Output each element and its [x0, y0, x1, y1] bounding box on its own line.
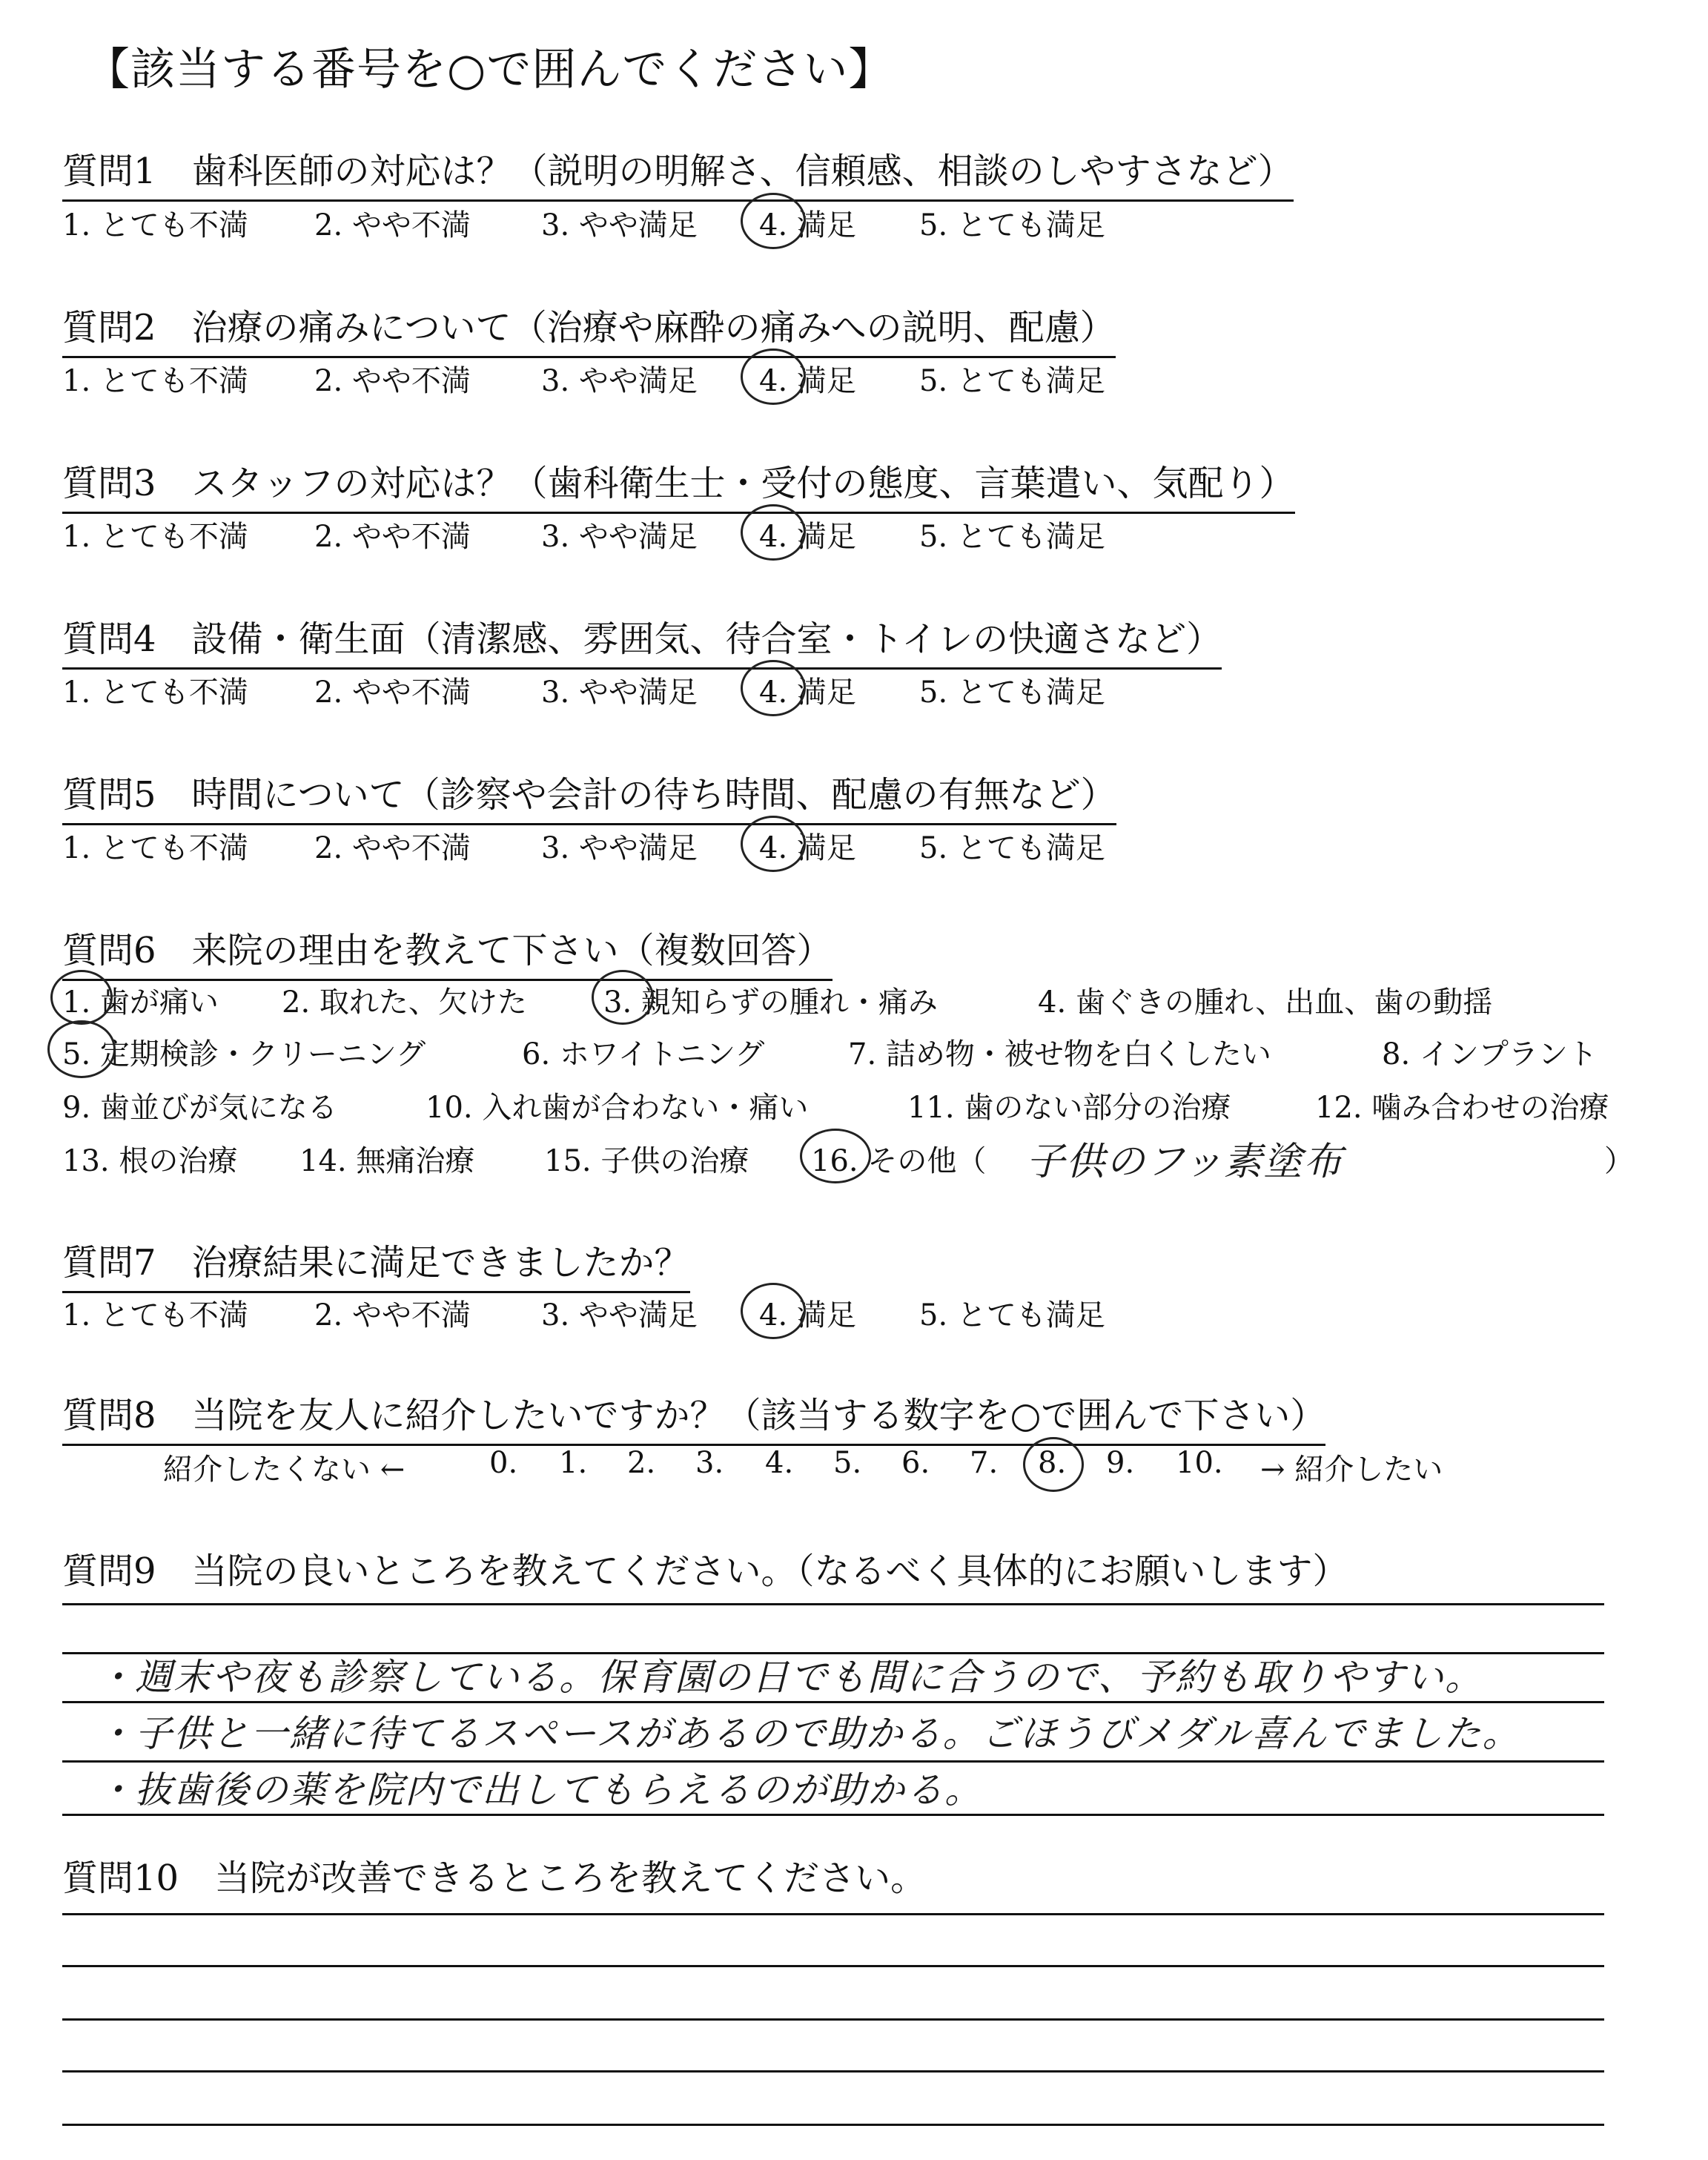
option-3[interactable]: 3. やや満足 — [541, 676, 698, 710]
option-3[interactable]: 3. やや満足 — [541, 520, 698, 554]
form-header: 【該当する番号を○で囲んでください】 — [85, 44, 894, 96]
option-2[interactable]: 2. やや不満 — [314, 831, 471, 865]
answer-line — [62, 2124, 1604, 2126]
reason-4[interactable]: 4. 歯ぐきの腫れ、出血、歯の動揺 — [1038, 985, 1493, 1020]
reason-1[interactable]: 1. 歯が痛い — [62, 985, 219, 1020]
option-3[interactable]: 3. やや満足 — [541, 364, 698, 398]
option-5[interactable]: 5. とても満足 — [919, 520, 1105, 554]
option-1[interactable]: 1. とても不満 — [62, 1298, 248, 1332]
question-2-title: 質問2 治療の痛みについて（治療や麻酔の痛みへの説明、配慮） — [62, 299, 1116, 358]
answer-9-line-2: ・子供と一緒に待てるスペースがあるので助かる。ごほうびメダル喜んでました。 — [96, 1712, 1521, 1755]
option-3[interactable]: 3. やや満足 — [541, 831, 698, 865]
option-4[interactable]: 4. 満足 — [759, 831, 856, 865]
scale-6[interactable]: 6. — [901, 1446, 930, 1480]
reason-16[interactable]: 16. その他（ — [811, 1144, 987, 1178]
answer-line — [62, 2070, 1604, 2073]
option-5[interactable]: 5. とても満足 — [919, 831, 1105, 865]
question-8-title: 質問8 当院を友人に紹介したいですか？（該当する数字を○で囲んで下さい） — [62, 1387, 1325, 1446]
reason-3[interactable]: 3. 親知らずの腫れ・痛み — [603, 985, 938, 1020]
scale-left-label: 紹介したくない ← — [163, 1453, 406, 1487]
question-9-title: 質問9 当院の良いところを教えてください。（なるべく具体的にお願いします） — [62, 1550, 1348, 1592]
option-2[interactable]: 2. やや不満 — [314, 520, 471, 554]
reason-8[interactable]: 8. インプラント — [1382, 1037, 1598, 1071]
reason-9[interactable]: 9. 歯並びが気になる — [62, 1091, 337, 1125]
question-10-title: 質問10 当院が改善できるところを教えてください。 — [62, 1857, 927, 1899]
reason-13[interactable]: 13. 根の治療 — [62, 1144, 238, 1178]
option-2[interactable]: 2. やや不満 — [314, 676, 471, 710]
question-1-title: 質問1 歯科医師の対応は？（説明の明解さ、信頼感、相談のしやすさなど） — [62, 142, 1294, 202]
option-1[interactable]: 1. とても不満 — [62, 364, 248, 398]
reason-5[interactable]: 5. 定期検診・クリーニング — [62, 1037, 426, 1071]
option-3[interactable]: 3. やや満足 — [541, 208, 698, 242]
scale-10[interactable]: 10. — [1176, 1446, 1223, 1480]
option-4[interactable]: 4. 満足 — [759, 520, 856, 554]
question-5-title: 質問5 時間について（診察や会計の待ち時間、配慮の有無など） — [62, 766, 1116, 825]
answer-line — [62, 1814, 1604, 1816]
answer-line — [62, 1965, 1604, 1967]
question-3-title: 質問3 スタッフの対応は？（歯科衛生士・受付の態度、言葉遣い、気配り） — [62, 455, 1295, 514]
other-close-paren: ） — [1604, 1144, 1634, 1178]
reason-7[interactable]: 7. 詰め物・被せ物を白くしたい — [848, 1037, 1271, 1071]
option-5[interactable]: 5. とても満足 — [919, 1298, 1105, 1332]
answer-line — [62, 2018, 1604, 2021]
reason-2[interactable]: 2. 取れた、欠けた — [282, 985, 527, 1020]
option-1[interactable]: 1. とても不満 — [62, 208, 248, 242]
option-4[interactable]: 4. 満足 — [759, 364, 856, 398]
answer-9-line-3: ・抜歯後の薬を院内で出してもらえるのが助かる。 — [96, 1768, 983, 1811]
scale-4[interactable]: 4. — [765, 1446, 794, 1480]
reason-10[interactable]: 10. 入れ歯が合わない・痛い — [426, 1091, 809, 1125]
scale-1[interactable]: 1. — [559, 1446, 588, 1480]
option-4[interactable]: 4. 満足 — [759, 208, 856, 242]
reason-11[interactable]: 11. 歯のない部分の治療 — [907, 1091, 1231, 1125]
option-2[interactable]: 2. やや不満 — [314, 364, 471, 398]
option-5[interactable]: 5. とても満足 — [919, 364, 1105, 398]
option-1[interactable]: 1. とても不満 — [62, 676, 248, 710]
option-1[interactable]: 1. とても不満 — [62, 831, 248, 865]
answer-line — [62, 1913, 1604, 1915]
answer-line — [62, 1701, 1604, 1703]
other-handwritten-answer: 子供のフッ素塗布 — [1026, 1140, 1344, 1184]
option-5[interactable]: 5. とても満足 — [919, 208, 1105, 242]
scale-3[interactable]: 3. — [695, 1446, 724, 1480]
reason-12[interactable]: 12. 噛み合わせの治療 — [1315, 1091, 1609, 1125]
option-1[interactable]: 1. とても不満 — [62, 520, 248, 554]
option-5[interactable]: 5. とても満足 — [919, 676, 1105, 710]
scale-right-label: → 紹介したい — [1260, 1453, 1443, 1487]
question-4-title: 質問4 設備・衛生面（清潔感、雰囲気、待合室・トイレの快適さなど） — [62, 610, 1222, 670]
scale-5[interactable]: 5. — [833, 1446, 862, 1480]
scale-2[interactable]: 2. — [627, 1446, 656, 1480]
option-2[interactable]: 2. やや不満 — [314, 1298, 471, 1332]
answer-9-line-1: ・週末や夜も診察している。保育園の日でも間に合うので、予約も取りやすい。 — [96, 1656, 1483, 1699]
reason-15[interactable]: 15. 子供の治療 — [544, 1144, 749, 1178]
scale-8[interactable]: 8. — [1038, 1446, 1067, 1480]
option-4[interactable]: 4. 満足 — [759, 676, 856, 710]
question-7-title: 質問7 治療結果に満足できましたか？ — [62, 1234, 690, 1293]
question-6-title: 質問6 来院の理由を教えて下さい（複数回答） — [62, 922, 833, 981]
scale-7[interactable]: 7. — [970, 1446, 999, 1480]
reason-14[interactable]: 14. 無痛治療 — [299, 1144, 475, 1178]
scale-0[interactable]: 0. — [489, 1446, 518, 1480]
option-4[interactable]: 4. 満足 — [759, 1298, 856, 1332]
option-3[interactable]: 3. やや満足 — [541, 1298, 698, 1332]
answer-line — [62, 1603, 1604, 1605]
option-2[interactable]: 2. やや不満 — [314, 208, 471, 242]
reason-6[interactable]: 6. ホワイトニング — [522, 1037, 765, 1071]
scale-9[interactable]: 9. — [1106, 1446, 1135, 1480]
